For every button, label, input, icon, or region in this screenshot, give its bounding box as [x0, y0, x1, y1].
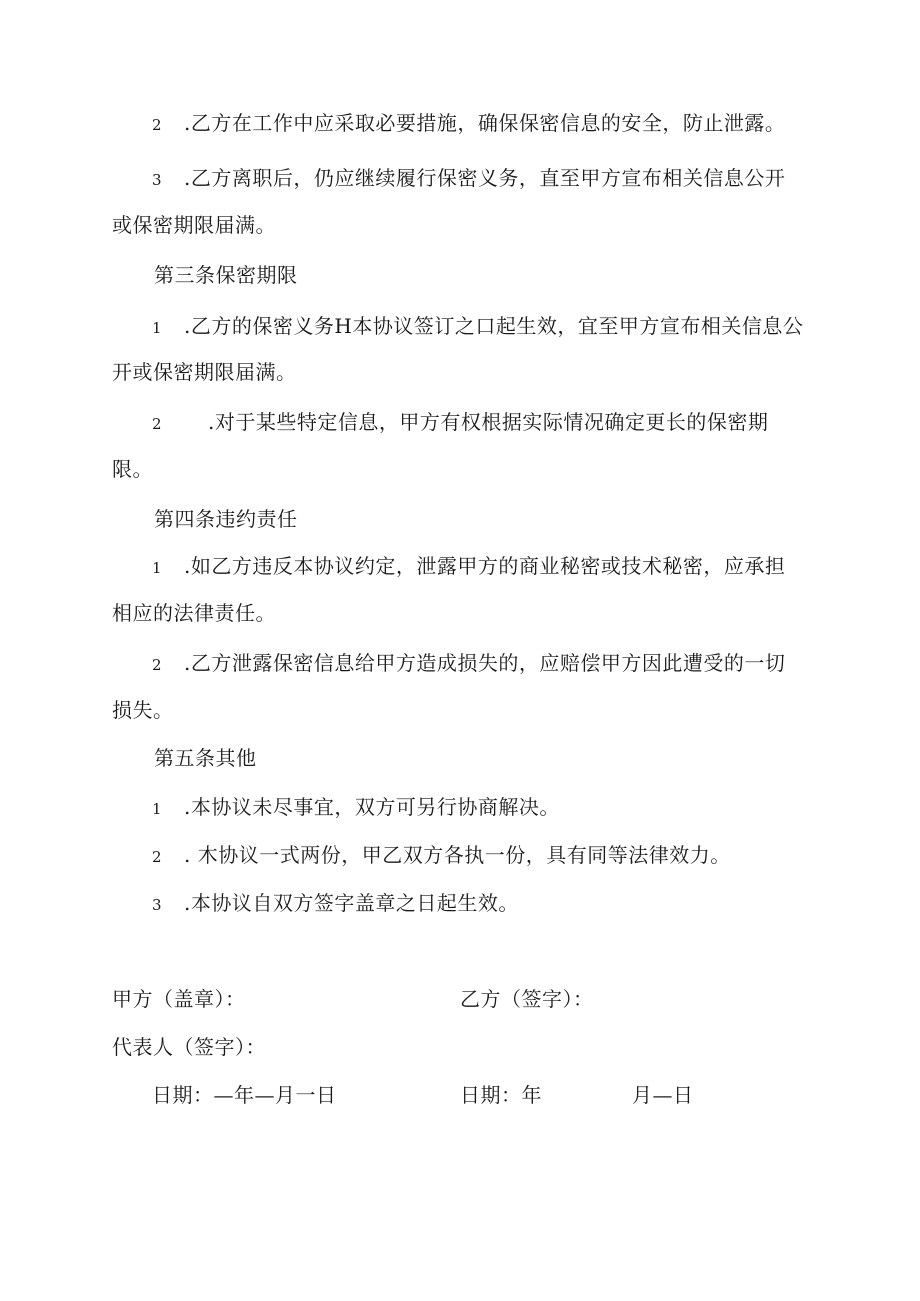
clause-number: 1 — [152, 559, 163, 577]
clause-number: 2 — [152, 116, 163, 134]
section-heading-3: 第三条保密期限 — [154, 263, 298, 287]
party-a-date: 日期：—年—月一日 — [152, 1083, 337, 1107]
clause-3-1-continuation: 开或保密期限届满。 — [112, 360, 297, 384]
clause-3-2 — [152, 409, 768, 437]
clause-number: 1 — [152, 800, 163, 818]
party-b-date-year: 日期：年 — [460, 1083, 542, 1107]
clause-number: 2 — [152, 656, 163, 674]
clause-text: .乙方的保密义务H本协议签订之口起生效，宜至甲方宣布相关信息公 — [184, 314, 804, 338]
section-heading-5: 第五条其他 — [154, 746, 257, 770]
clause-number: 3 — [152, 896, 163, 914]
clause-4-2 — [152, 650, 785, 678]
party-b-date-month-day: 月—日 — [632, 1083, 694, 1107]
clause-2-3-continuation: 或保密期限届满。 — [112, 213, 276, 237]
clause-text: .对于某些特定信息，甲方有权根据实际情况确定更长的保密期 — [208, 410, 769, 434]
clause-text: .本协议未尽事宜，双方可另行协商解决。 — [184, 795, 560, 819]
clause-number: 2 — [152, 848, 163, 866]
section-heading-4: 第四条违约责任 — [154, 507, 298, 531]
clause-4-1 — [152, 553, 785, 581]
clause-text: .乙方离职后，仍应继续履行保密义务，直至甲方宣布相关信息公开 — [184, 166, 786, 190]
clause-text: .如乙方违反本协议约定，泄露甲方的商业秘密或技术秘密，应承担 — [184, 554, 786, 578]
clause-text: .乙方泄露保密信息给甲方造成损失的，应赔偿甲方因此遭受的一切 — [184, 651, 786, 675]
clause-5-1 — [152, 794, 560, 822]
clause-5-2 — [152, 842, 731, 870]
clause-text: .本协议自双方签字盖章之日起生效。 — [184, 891, 519, 915]
clause-number: 2 — [152, 415, 163, 433]
clause-3-2-continuation: 限。 — [112, 457, 153, 481]
representative-sign-label: 代表人（签字）： — [112, 1035, 266, 1059]
clause-text: . 木协议一式两份，甲乙双方各执一份，具有同等法律效力。 — [184, 843, 731, 867]
clause-2-2 — [152, 110, 785, 138]
party-a-seal-label: 甲方（盖章）： — [112, 987, 246, 1011]
clause-4-1-continuation: 相应的法律责任。 — [112, 601, 276, 625]
clause-number: 1 — [152, 319, 163, 337]
clause-5-3 — [152, 890, 519, 918]
clause-4-2-continuation: 损失。 — [112, 698, 174, 722]
clause-3-1 — [152, 313, 803, 341]
party-b-sign-label: 乙方（签字）： — [460, 987, 594, 1011]
clause-text: .乙方在工作中应采取必要措施，确保保密信息的安全，防止泄露。 — [184, 111, 786, 135]
clause-2-3 — [152, 165, 785, 193]
clause-number: 3 — [152, 171, 163, 189]
